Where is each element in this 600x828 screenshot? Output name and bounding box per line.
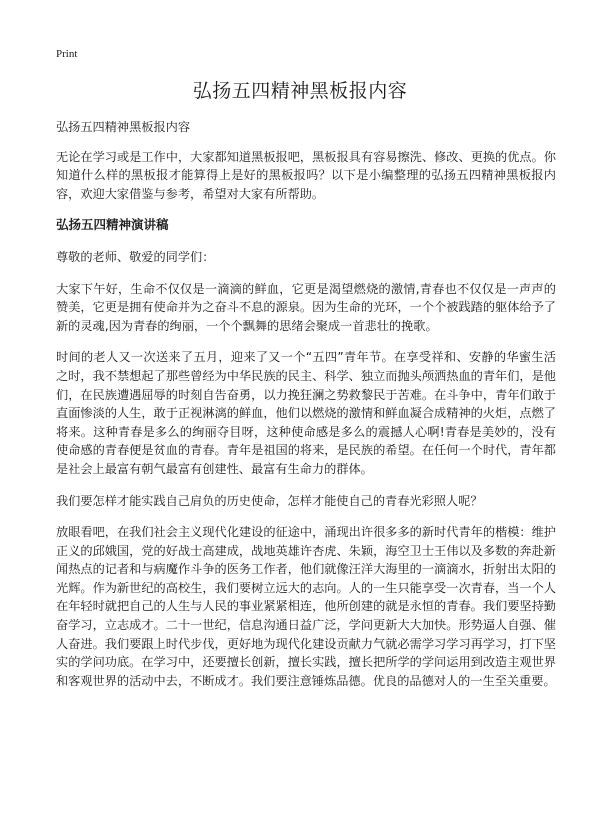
intro-paragraph: 无论在学习或是工作中，大家都知道黑板报吧，黑板报具有容易擦洗、修改、更换的优点。你知道什么样的黑板报才能算得上是好的黑板报吗？以下是小编整理的弘扬五四精神黑板报内容，欢迎大家借鉴与参考，希望对大家有所帮助。 <box>56 149 556 201</box>
section-heading: 弘扬五四精神演讲稿 <box>56 217 169 233</box>
body-paragraph-3: 我们要怎样才能实践自己肩负的历史使命，怎样才能使自己的青春光彩照人呢？ <box>56 493 483 508</box>
print-link[interactable]: Print <box>56 48 78 60</box>
body-paragraph-2: 时间的老人又一次送来了五月，迎来了又一个“五四”青年节。在享受祥和、安静的华蜜生活之时，我不禁想起了那些曾经为中华民族的民主、科学、独立而抛头颅洒热血的青年们，是他们，在民族遭遇屈辱的时刻自告奋勇，以力挽狂澜之势救黎民于苦难。在斗争中，青年们敢于直面惨淡的人生，敢于正视淋漓的鲜血，他们以燃烧的激情和鲜血凝合成精神的火炬，点燃了将来。这种青春是多么的绚丽夺目呀，这种使命感是多么的震撼人心啊!青春是美妙的，没有使命感的青春便是贫血的青春。青年是祖国的将来，是民族的希望。在任何一个时代，青年都是社会上最富有朝气最富有创建性、最富有生命力的群体。 <box>56 350 556 476</box>
article-body <box>56 118 556 703</box>
article-subtitle: 弘扬五四精神黑板报内容 <box>56 120 191 134</box>
body-paragraph-4: 放眼看吧，在我们社会主义现代化建设的征途中，涌现出许很多多的新时代青年的楷模：维护正义的邱娥国，党的好战士高建成，战地英雄许杏虎、朱颖，海空卫士王伟以及多数的奔赴新闻热点的记者和与病魔作斗争的医务工作者，他们就像汪洋大海里的一滴滴水，折射出太阳的光辉。作为新世纪的高校生，我们要树立远大的志向。人的一生只能享受一次青春，当一个人在年轻时就把自己的人生与人民的事业紧紧相连，他所创建的就是永恒的青春。我们要坚持勤奋学习，立志成才。二十一世纪，信息沟通日益广泛，学问更新大大加快。形势逼人自强、催人奋进。我们要跟上时代步伐，更好地为现代化建设贡献力气就必需学习学习再学习，打下坚实的学问功底。在学习中，还要擅长创新，擅长实践，擅长把所学的学问运用到改造主观世界和客观世界的活动中去，不断成才。我们要注意锤炼品德。优良的品德对人的一生至关重要。 <box>56 525 556 688</box>
body-paragraph-1: 大家下午好，生命不仅仅是一滴滴的鲜血，它更是渴望燃烧的激情,青春也不仅仅是一声声的赞美，它更是拥有使命并为之奋斗不息的源泉。因为生命的光环，一个个被践踏的躯体给予了新的灵魂,因为青春的绚丽，一个个飘舞的思绪会聚成一首悲壮的挽歌。 <box>56 281 556 333</box>
greeting-paragraph: 尊敬的老师、敬爱的同学们： <box>56 249 215 264</box>
page-title: 弘扬五四精神黑板报内容 <box>192 80 408 102</box>
